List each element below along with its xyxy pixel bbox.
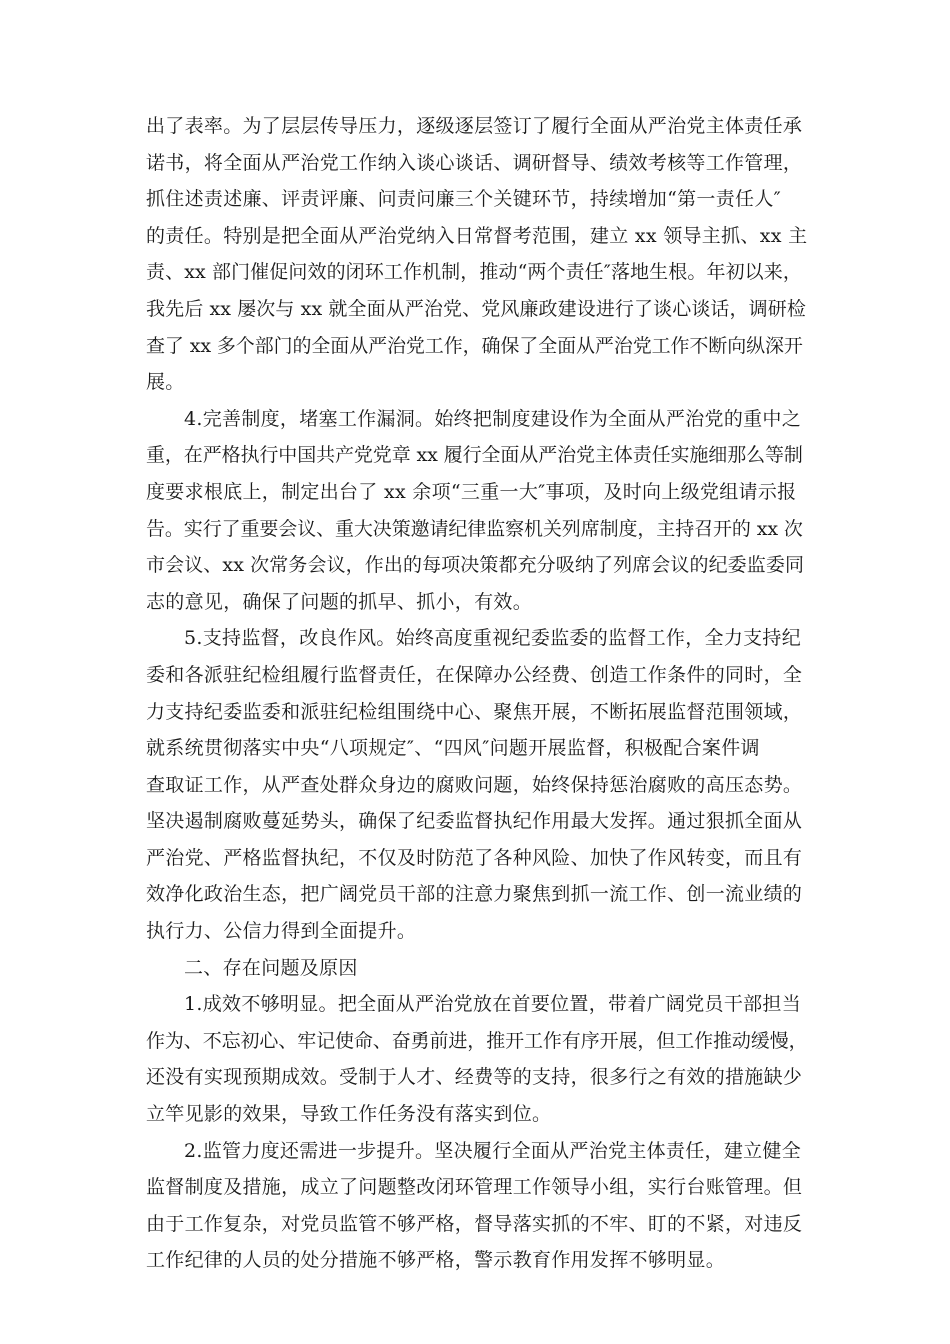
text-line: 责、xx 部门催促问效的闭环工作机制，推动“两个责任″落地生根。年初以来，	[146, 261, 802, 284]
text-line: 2.监管力度还需进一步提升。坚决履行全面从严治党主体责任，建立健全	[184, 1139, 802, 1162]
text-line: 的责任。特别是把全面从严治党纳入日常督考范围，建立 xx 领导主抓、xx 主	[146, 224, 808, 247]
text-line: 市会议、xx 次常务会议，作出的每项决策都充分吸纳了列席会议的纪委监委同	[146, 554, 805, 577]
text-line: 效净化政治生态，把广阔党员干部的注意力聚焦到抓一流工作、创一流业绩的	[146, 883, 803, 906]
text-line: 还没有实现预期成效。受制于人才、经费等的支持，很多行之有效的措施缺少	[146, 1066, 803, 1089]
text-line: 执行力、公信力得到全面提升。	[146, 920, 417, 943]
text-line: 由于工作复杂，对党员监管不够严格，督导落实抓的不牢、盯的不紧，对违反	[146, 1212, 803, 1235]
text-line: 4.完善制度，堵塞工作漏洞。始终把制度建设作为全面从严治党的重中之	[184, 407, 802, 430]
text-line: 工作纪律的人员的处分措施不够严格，警示教育作用发挥不够明显。	[146, 1249, 726, 1272]
text-line: 作为、不忘初心、牢记使命、奋勇前进，推开工作有序开展，但工作推动缓慢，	[146, 1029, 808, 1052]
text-line: 抓住述责述廉、评责评廉、问责问廉三个关键环节，持续增加“第一责任人″	[146, 188, 782, 211]
text-line: 5.支持监督，改良作风。始终高度重视纪委监委的监督工作，全力支持纪	[184, 627, 802, 650]
text-line: 告。实行了重要会议、重大决策邀请纪律监察机关列席制度，主持召开的 xx 次	[146, 517, 803, 540]
text-line: 志的意见，确保了问题的抓早、抓小，有效。	[146, 590, 533, 613]
text-line: 力支持纪委监委和派驻纪检组围绕中心、聚焦开展，不断拓展监督范围领域，	[146, 700, 803, 723]
text-line: 委和各派驻纪检组履行监督责任，在保障办公经费、创造工作条件的同时，全	[146, 663, 803, 686]
text-line: 诺书，将全面从严治党工作纳入谈心谈话、调研督导、绩效考核等工作管理，	[146, 151, 803, 174]
text-line: 查取证工作，从严查处群众身边的腐败问题，始终保持惩治腐败的高压态势。	[146, 773, 803, 796]
text-line: 二、存在问题及原因	[184, 956, 358, 979]
text-line: 重，在严格执行中国共产党党章 xx 履行全面从严治党主体责任实施细那么等制	[146, 444, 803, 467]
text-line: 查了 xx 多个部门的全面从严治党工作，确保了全面从严治党工作不断向纵深开	[146, 334, 803, 357]
text-line: 严治党、严格监督执纪，不仅及时防范了各种风险、加快了作风转变，而且有	[146, 846, 803, 869]
text-line: 监督制度及措施，成立了问题整改闭环管理工作领导小组，实行台账管理。但	[146, 1176, 803, 1199]
document-body	[146, 108, 806, 1279]
text-line: 坚决遏制腐败蔓延势头，确保了纪委监督执纪作用最大发挥。通过狠抓全面从	[146, 810, 803, 833]
text-line: 1.成效不够明显。把全面从严治党放在首要位置，带着广阔党员干部担当	[184, 993, 802, 1016]
text-line: 立竿见影的效果，导致工作任务没有落实到位。	[146, 1103, 552, 1126]
text-line: 度要求根底上，制定出台了 xx 余项“三重一大″事项，及时向上级党组请示报	[146, 480, 797, 503]
text-line: 就系统贯彻落实中央“八项规定″、“四风″问题开展监督，积极配合案件调	[146, 737, 760, 760]
text-line: 我先后 xx 屡次与 xx 就全面从严治党、党风廉政建设进行了谈心谈话，调研检	[146, 297, 806, 320]
text-line: 出了表率。为了层层传导压力，逐级逐层签订了履行全面从严治党主体责任承	[146, 115, 803, 137]
text-line: 展。	[146, 371, 185, 394]
